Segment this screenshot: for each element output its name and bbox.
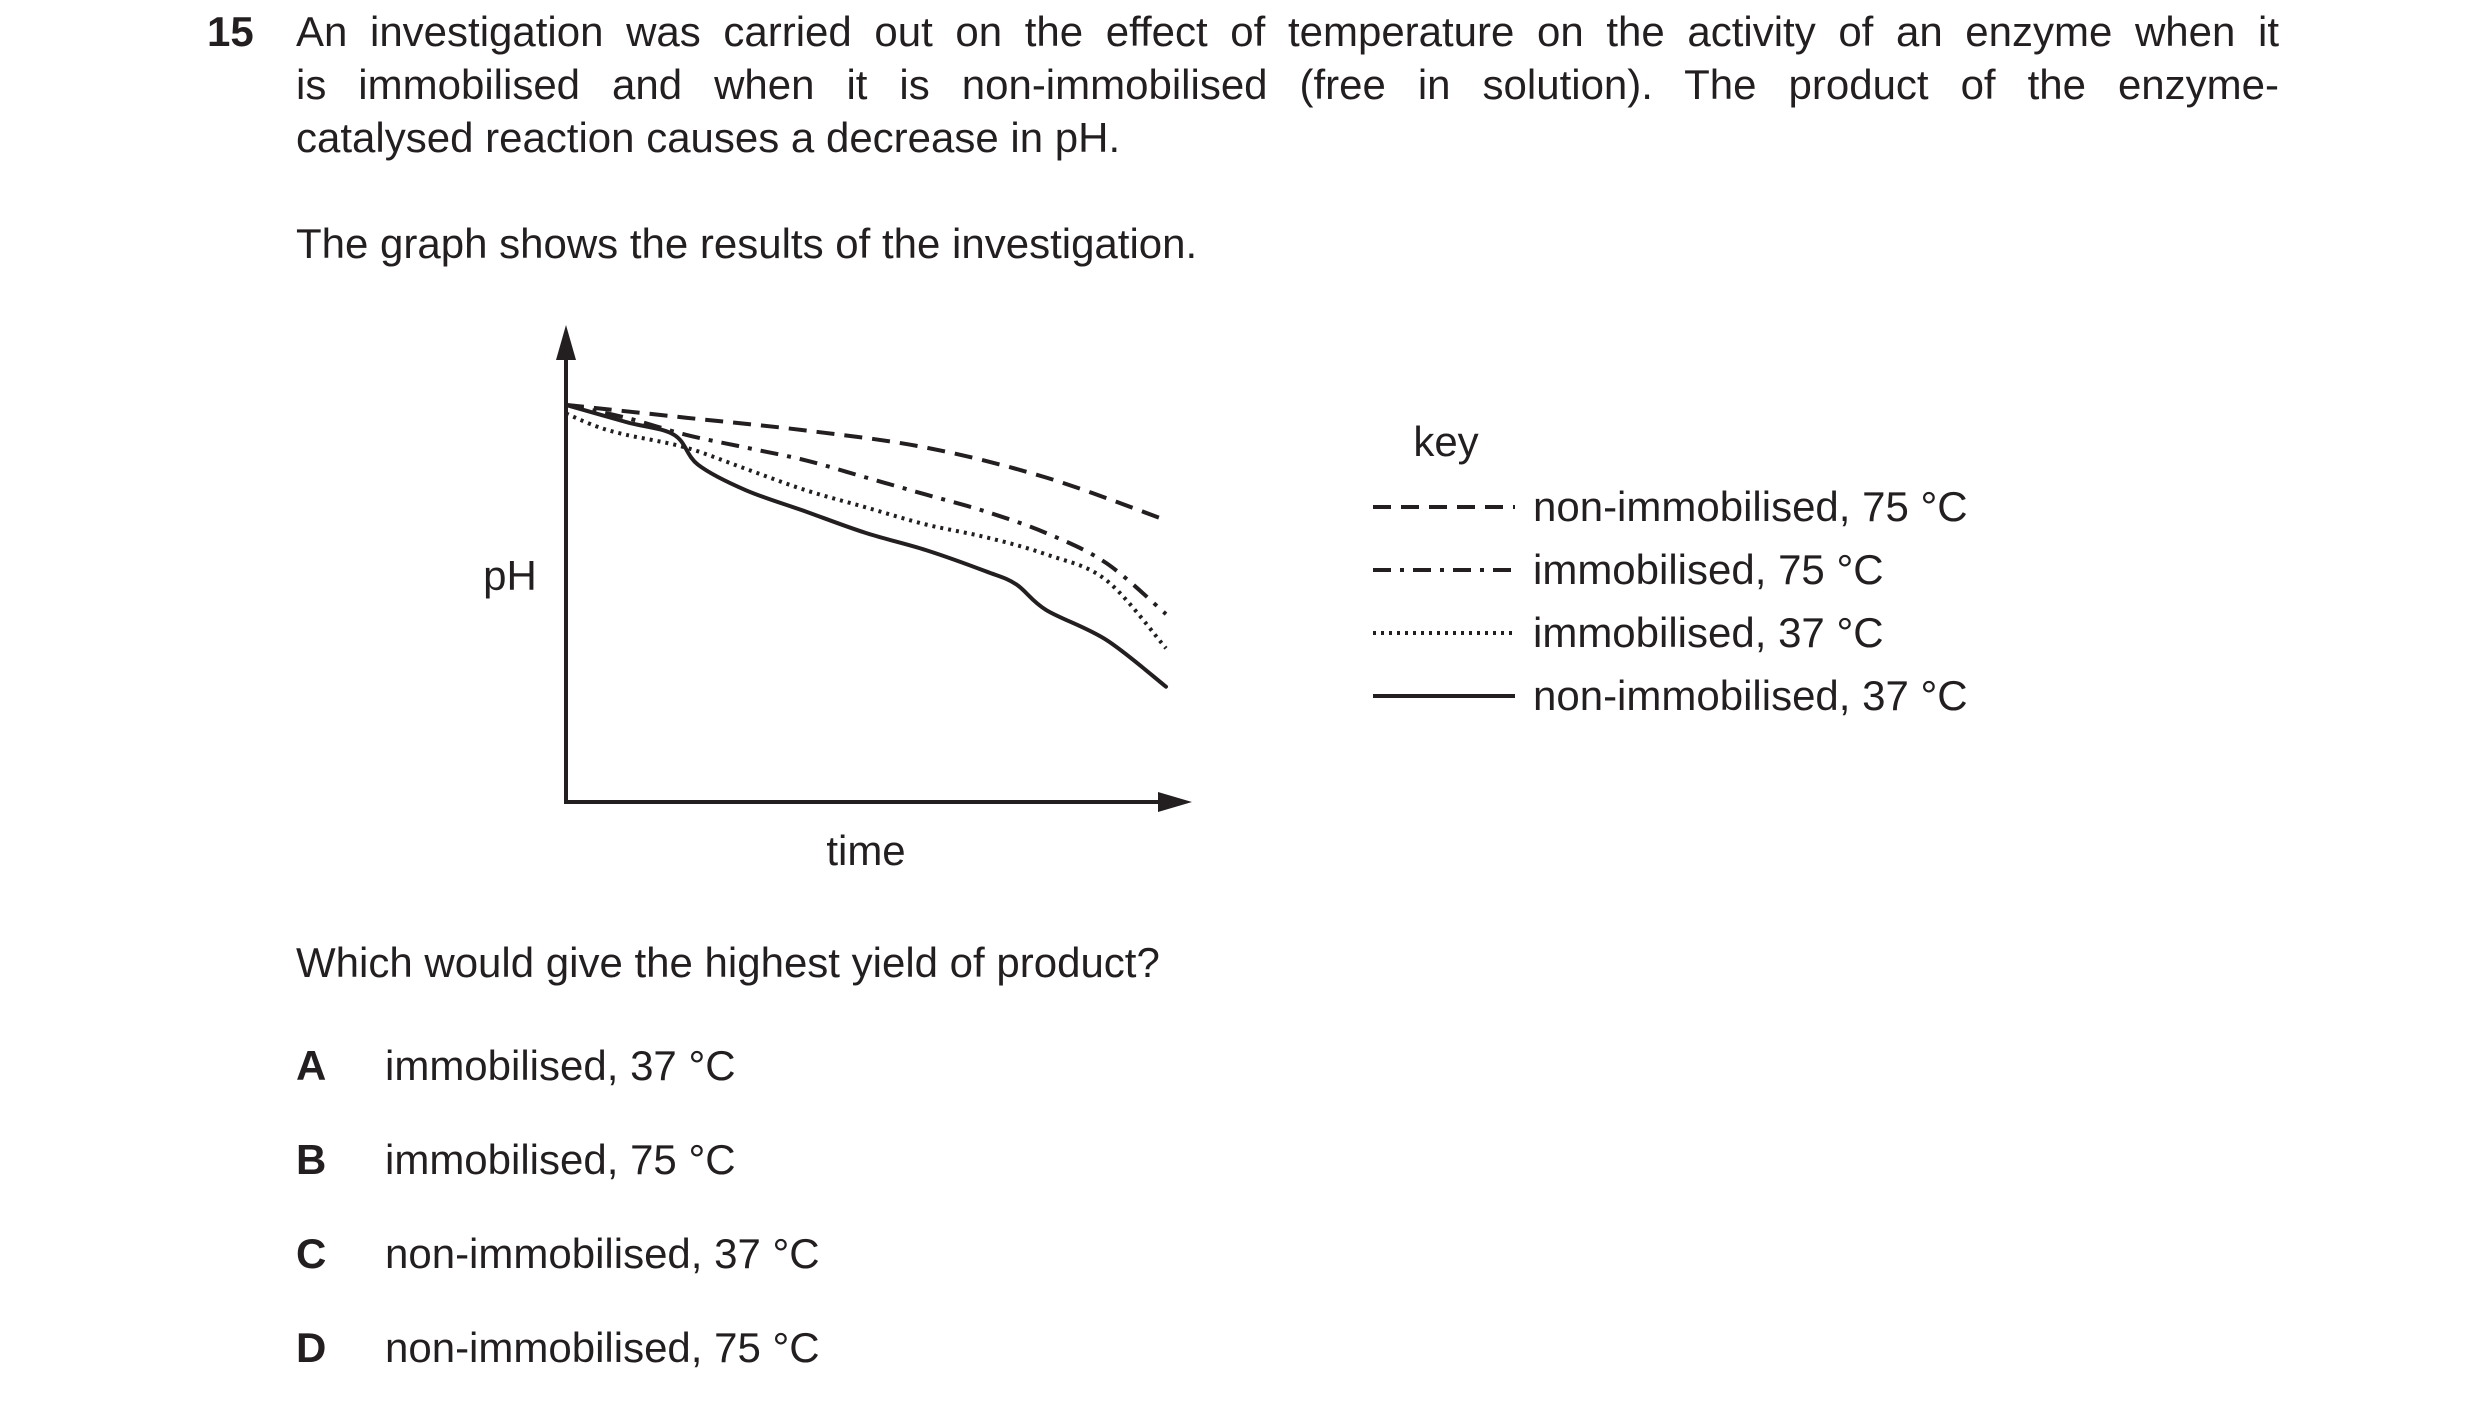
legend-label-immobilised-75-c: immobilised, 75 °C [1533, 546, 1884, 593]
option-letter: B [296, 1136, 327, 1183]
option-text: immobilised, 37 °C [385, 1042, 736, 1089]
legend-label-immobilised-37-c: immobilised, 37 °C [1533, 609, 1884, 656]
option-letter: D [296, 1324, 327, 1371]
x-axis-label: time [826, 827, 906, 874]
stem-line-2: is immobilised and when it is non-immobilised (free in solution). The product of the enzyme- [296, 61, 2279, 108]
option-letter: A [296, 1042, 327, 1089]
y-axis-arrow-icon [556, 325, 576, 360]
stem-line-3: catalysed reaction causes a decrease in pH. [296, 114, 1121, 161]
question-prompt: Which would give the highest yield of product? [296, 939, 1160, 986]
stem-line-1: An investigation was carried out on the effect of temperature on the activity of an enzyme when it [296, 8, 2279, 55]
option-letter: C [296, 1230, 327, 1277]
question-number: 15 [207, 8, 254, 55]
legend-title: key [1413, 418, 1479, 465]
option-text: immobilised, 75 °C [385, 1136, 736, 1183]
x-axis-arrow-icon [1158, 792, 1192, 812]
legend-label-non-immobilised-37-c: non-immobilised, 37 °C [1533, 672, 1968, 719]
option-text: non-immobilised, 37 °C [385, 1230, 820, 1277]
graph-intro: The graph shows the results of the investigation. [296, 220, 1198, 267]
series-layer [566, 405, 1166, 687]
legend [1373, 483, 1968, 719]
series-line-immobilised-75-c [566, 405, 1166, 614]
legend-label-non-immobilised-75-c: non-immobilised, 75 °C [1533, 483, 1968, 530]
y-axis-label: pH [483, 552, 537, 599]
series-line-immobilised-37-c [566, 413, 1166, 648]
series-line-non-immobilised-75-c [566, 405, 1166, 520]
option-text: non-immobilised, 75 °C [385, 1324, 820, 1371]
